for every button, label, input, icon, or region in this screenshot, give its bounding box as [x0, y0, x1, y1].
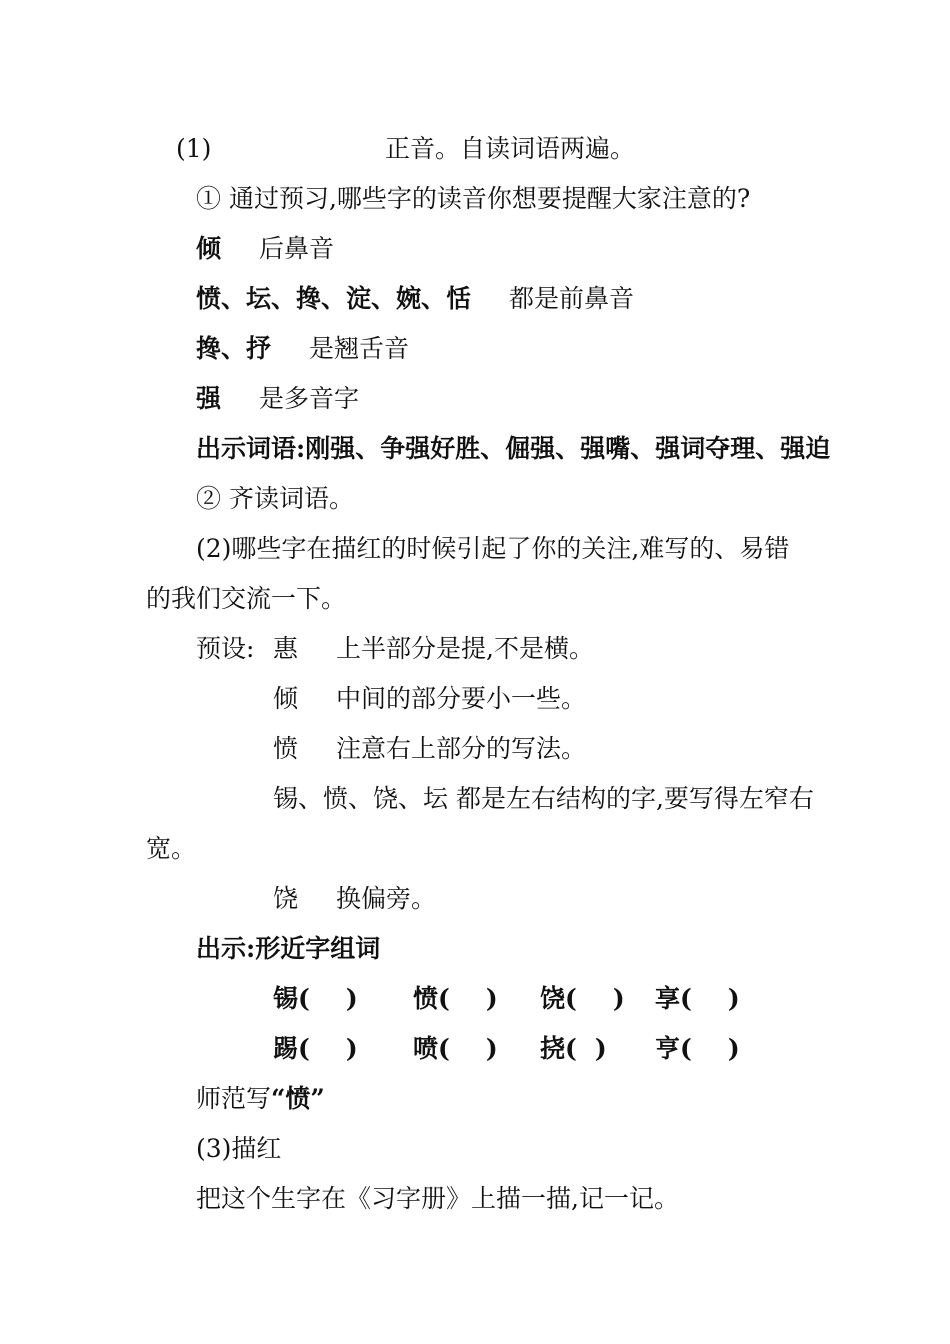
- teacher-demo-line: [196, 1083, 325, 1115]
- preset-note-qing: 中间的部分要小一些。: [336, 684, 587, 713]
- teacher-demo-char: “愤”: [271, 1084, 325, 1113]
- section3-heading: (3)描红: [196, 1134, 282, 1163]
- fill-blank-item: 挠( ): [540, 1034, 607, 1063]
- question-1: ① 通过预习,哪些字的读音你想要提醒大家注意的?: [196, 184, 751, 213]
- preset-char-hui: 惠: [273, 634, 299, 663]
- char-qing: 倾: [196, 234, 222, 263]
- fill-blank-item: 锡( ): [273, 984, 358, 1013]
- section2-intro-line1: (2)哪些字在描红的时候引起了你的关注,难写的、易错: [196, 534, 790, 563]
- preset-note-fen: 注意右上部分的写法。: [336, 734, 587, 763]
- note-line-polyphonic: [196, 383, 359, 415]
- preset-note-rao: 换偏旁。: [336, 884, 437, 913]
- section3-instruction: 把这个生字在《习字册》上描一描,记一记。: [196, 1184, 679, 1213]
- note-line-qing: [196, 233, 334, 265]
- section1-heading: 正音。自读词语两遍。: [385, 134, 636, 163]
- preset-label: 预设:: [196, 634, 255, 663]
- preset-char-fen: 愤: [273, 734, 299, 763]
- note-front-nasal: 都是前鼻音: [509, 284, 635, 313]
- fill-blank-item: 亨( ): [655, 1034, 740, 1063]
- preset-char-qing: 倾: [273, 684, 299, 713]
- note-back-nasal: 后鼻音: [259, 234, 335, 263]
- fill-blank-item: 喷( ): [413, 1034, 498, 1063]
- fill-blank-item: 踢( ): [273, 1034, 358, 1063]
- show-similar-chars-label: 出示:形近字组词: [196, 934, 381, 963]
- fill-blank-item: 愤( ): [413, 984, 498, 1013]
- teacher-demo-text: 师范写: [196, 1084, 272, 1113]
- question-2: ② 齐读词语。: [196, 484, 354, 513]
- preset-structure-line1: 锡、愤、饶、坛 都是左右结构的字,要写得左窄右: [273, 784, 814, 813]
- note-line-front-nasal: [196, 283, 634, 315]
- preset-structure-line2: 宽。: [146, 834, 197, 863]
- shown-words: 出示词语:刚强、争强好胜、倔强、强嘴、强词夺理、强迫: [196, 434, 831, 463]
- char-qiang: 强: [196, 384, 222, 413]
- section2-intro-line2: 的我们交流一下。: [146, 584, 347, 613]
- section1-number: (1): [176, 134, 212, 163]
- note-retroflex: 是翘舌音: [309, 334, 410, 363]
- preset-char-rao: 饶: [273, 884, 299, 913]
- chars-front-nasal: 愤、坛、搀、淀、婉、恬: [196, 284, 472, 313]
- note-polyphonic: 是多音字: [259, 384, 360, 413]
- note-line-retroflex: [196, 333, 409, 365]
- preset-note-hui: 上半部分是提,不是横。: [336, 634, 594, 663]
- fill-blank-item: 饶( ): [540, 984, 625, 1013]
- fill-blank-item: 享( ): [655, 984, 740, 1013]
- chars-retroflex: 搀、抒: [196, 334, 272, 363]
